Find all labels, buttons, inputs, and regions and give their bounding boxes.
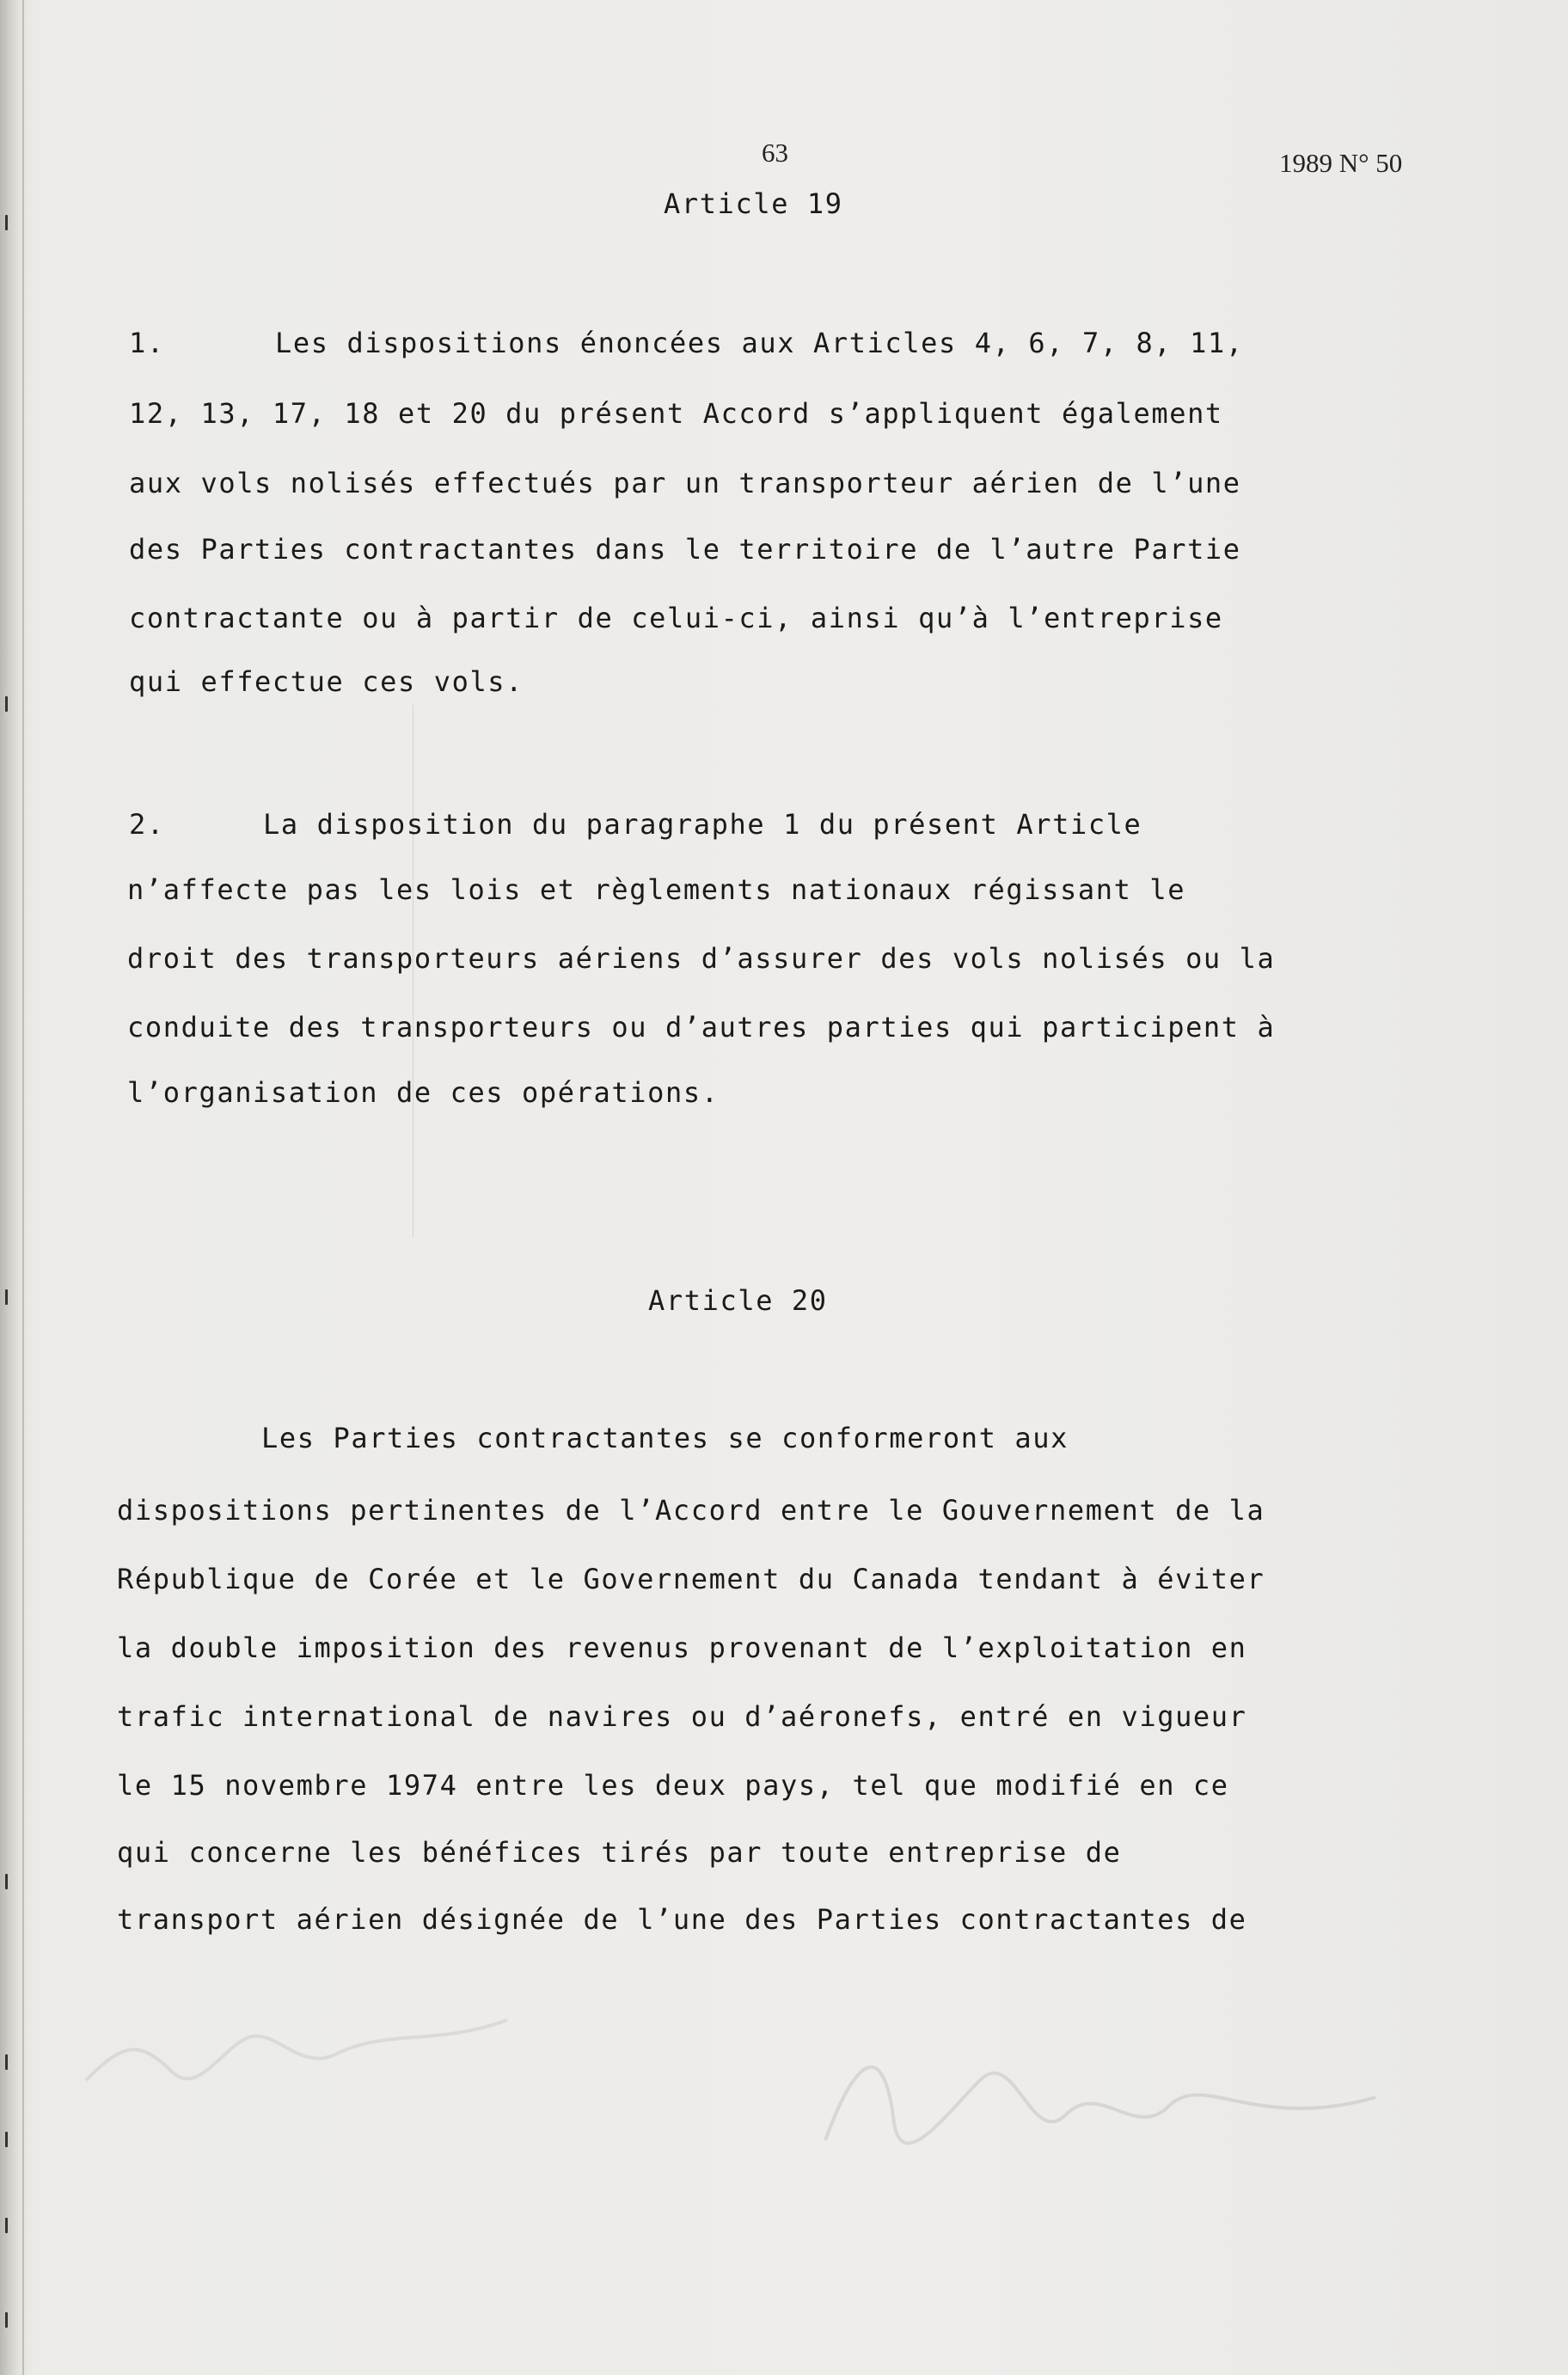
paragraph-line: trafic international de navires ou d’aéronefs, entré en vigueur — [117, 1700, 1247, 1733]
binding-mark — [5, 2132, 8, 2147]
page-number: 63 — [762, 138, 788, 168]
binding-mark — [5, 215, 8, 230]
paragraph-line: qui effectue ces vols. — [129, 665, 524, 698]
binding-mark — [5, 2054, 8, 2070]
paragraph-line: qui concerne les bénéfices tirés par toute entreprise de — [117, 1836, 1122, 1869]
volume-number: 1989 N° 50 — [1279, 148, 1403, 178]
paragraph-line: la double imposition des revenus provenant de l’exploitation en — [117, 1631, 1247, 1664]
paragraph-line: 12, 13, 17, 18 et 20 du présent Accord s’appliquent également — [129, 397, 1223, 430]
binding-line — [22, 0, 24, 2375]
paragraph-line: le 15 novembre 1974 entre les deux pays, tel que modifié en ce — [117, 1769, 1229, 1802]
binding-mark — [5, 2312, 8, 2328]
paragraph-line: Les dispositions énoncées aux Articles 4, 6, 7, 8, 11, — [275, 327, 1244, 359]
paragraph-line: aux vols nolisés effectués par un transporteur aérien de l’une — [129, 467, 1241, 499]
paragraph-number: 1. — [129, 327, 165, 359]
binding-mark — [5, 1289, 8, 1305]
paragraph-line: l’organisation de ces opérations. — [127, 1076, 720, 1109]
binding-mark — [5, 1874, 8, 1889]
paragraph-line: droit des transporteurs aériens d’assurer des vols nolisés ou la — [127, 942, 1276, 975]
paragraph-number: 2. — [129, 808, 165, 841]
paragraph-line: République de Corée et le Governement du Canada tendant à éviter — [117, 1563, 1265, 1595]
binding-mark — [5, 696, 8, 712]
bleed-through-signature — [808, 2011, 1393, 2192]
paragraph-line: des Parties contractantes dans le territoire de l’autre Partie — [129, 533, 1241, 566]
paragraph-line: conduite des transporteurs ou d’autres parties qui participent à — [127, 1011, 1276, 1044]
paragraph-line: dispositions pertinentes de l’Accord entre le Gouvernement de la — [117, 1494, 1265, 1527]
paragraph-line: contractante ou à partir de celui-ci, ainsi qu’à l’entreprise — [129, 602, 1223, 634]
bleed-through-signature-left — [77, 1994, 524, 2106]
paragraph-line: n’affecte pas les lois et règlements nationaux régissant le — [127, 873, 1186, 906]
paragraph-line: transport aérien désignée de l’une des Parties contractantes de — [117, 1903, 1247, 1936]
binding-mark — [5, 2218, 8, 2233]
binding-edge — [0, 0, 19, 2375]
paragraph-line: Les Parties contractantes se conformeront aux — [261, 1422, 1069, 1454]
article-20-title: Article 20 — [648, 1284, 828, 1317]
paragraph-line: La disposition du paragraphe 1 du présent Article — [263, 808, 1142, 841]
article-19-title: Article 19 — [664, 187, 843, 220]
